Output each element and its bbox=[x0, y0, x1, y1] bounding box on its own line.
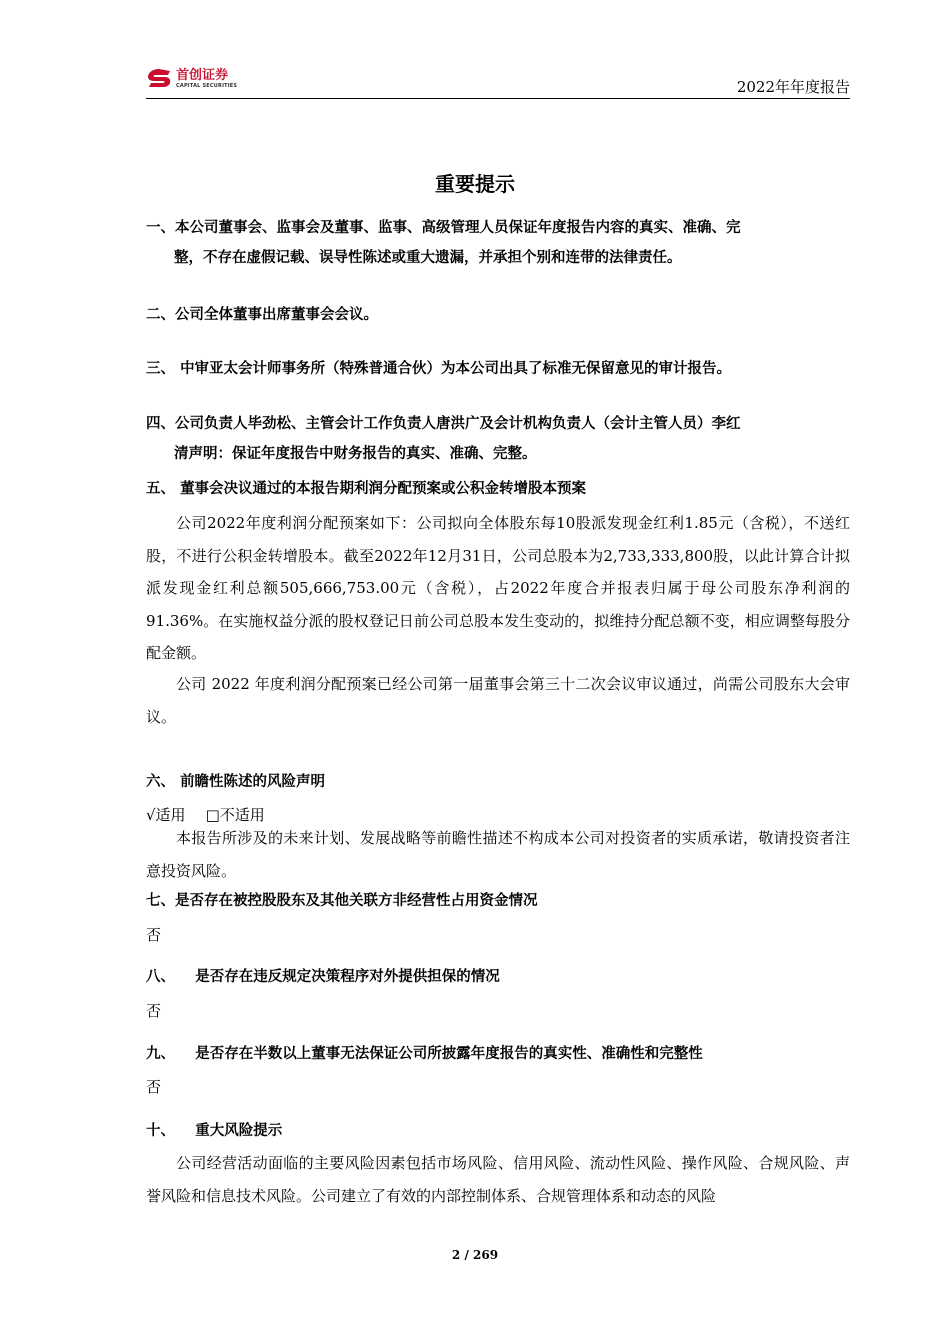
major-risk-paragraph: 公司经营活动面临的主要风险因素包括市场风险、信用风险、流动性风险、操作风险、合规风险、声誉风险和信息技术风险。公司建立了有效的内部控制体系、合规管理体系和动态的风险 bbox=[146, 1154, 850, 1205]
header-divider bbox=[146, 98, 850, 99]
section-text: 是否存在半数以上董事无法保证公司所披露年度报告的真实性、准确性和完整性 bbox=[195, 1046, 703, 1062]
section-number: 五、 bbox=[146, 481, 181, 497]
section-8-answer: 否 bbox=[146, 1002, 162, 1020]
section-number: 十、 bbox=[146, 1123, 196, 1139]
section-5 bbox=[146, 474, 850, 504]
section-text: 本公司董事会、监事会及董事、监事、高级管理人员保证年度报告内容的真实、准确、完 bbox=[175, 220, 741, 236]
company-logo bbox=[146, 68, 237, 90]
profit-distribution-paragraph: 公司2022年度利润分配预案如下：公司拟向全体股东每10股派发现金红利1.85元（含税），不送红股，不进行公积金转增股本。截至2022年12月31日，公司总股本为2,733,333,800股，以此计算合计拟派发现金红利总额505,666,753.00元（含税），占2022年度合并报表归属于母公司股东净利润的 91.36%。在实施权益分派的股权登记日前公司总股本发生变动的，拟维持分配总额不变，相应调整每股分配金额。 bbox=[146, 514, 850, 662]
section-text: 是否存在违反规定决策程序对外提供担保的情况 bbox=[195, 969, 500, 985]
section-number: 七、 bbox=[146, 893, 175, 909]
section-number: 三、 bbox=[146, 361, 181, 377]
section-text: 中审亚太会计师事务所（特殊普通合伙）为本公司出具了标准无保留意见的审计报告。 bbox=[180, 361, 732, 377]
section-9-answer: 否 bbox=[146, 1078, 162, 1096]
not-applicable-option: □不适用 bbox=[205, 806, 265, 824]
page-number: 2 / 269 bbox=[451, 1248, 499, 1262]
section-7 bbox=[146, 886, 850, 916]
section-10 bbox=[146, 1116, 850, 1146]
section-text: 是否存在被控股股东及其他关联方非经营性占用资金情况 bbox=[175, 893, 538, 909]
page-title: 重要提示 bbox=[435, 172, 515, 196]
section-number: 一、 bbox=[146, 220, 175, 236]
section-8 bbox=[146, 962, 850, 992]
section-text: 董事会决议通过的本报告期利润分配预案或公积金转增股本预案 bbox=[180, 481, 587, 497]
section-1 bbox=[146, 213, 850, 273]
profit-distribution-approval-paragraph: 公司 2022 年度利润分配预案已经公司第一届董事会第三十二次会议审议通过，尚需公司股东大会审议。 bbox=[146, 675, 850, 726]
section-number: 二、 bbox=[146, 307, 175, 323]
applicable-option: √适用 bbox=[146, 806, 186, 824]
section-4 bbox=[146, 409, 850, 469]
section-text-continued: 清声明：保证年度报告中财务报告的真实、准确、完整。 bbox=[174, 446, 537, 462]
section-number: 九、 bbox=[146, 1046, 196, 1062]
logo-subtitle: CAPITAL SECURITIES bbox=[176, 83, 238, 89]
page-header bbox=[146, 68, 850, 100]
report-label: 2022年年度报告 bbox=[736, 78, 850, 96]
section-text: 公司全体董事出席董事会会议。 bbox=[175, 307, 378, 323]
section-text: 重大风险提示 bbox=[195, 1123, 283, 1139]
section-text-continued: 整，不存在虚假记载、误导性陈述或重大遗漏，并承担个别和连带的法律责任。 bbox=[174, 250, 682, 266]
section-number: 八、 bbox=[146, 969, 196, 985]
logo-name: 首创证券 bbox=[176, 68, 229, 83]
section-9 bbox=[146, 1039, 850, 1069]
section-number: 四、 bbox=[146, 416, 175, 432]
section-2 bbox=[146, 300, 850, 330]
section-text: 公司负责人毕劲松、主管会计工作负责人唐洪广及会计机构负责人（会计主管人员）李红 bbox=[175, 416, 741, 432]
section-7-answer: 否 bbox=[146, 926, 162, 944]
section-3 bbox=[146, 354, 850, 384]
section-text: 前瞻性陈述的风险声明 bbox=[180, 774, 326, 790]
section-number: 六、 bbox=[146, 774, 181, 790]
section-6 bbox=[146, 767, 850, 797]
logo-mark-icon bbox=[146, 68, 172, 90]
risk-statement-paragraph: 本报告所涉及的未来计划、发展战略等前瞻性描述不构成本公司对投资者的实质承诺，敬请投资者注意投资风险。 bbox=[146, 829, 850, 880]
